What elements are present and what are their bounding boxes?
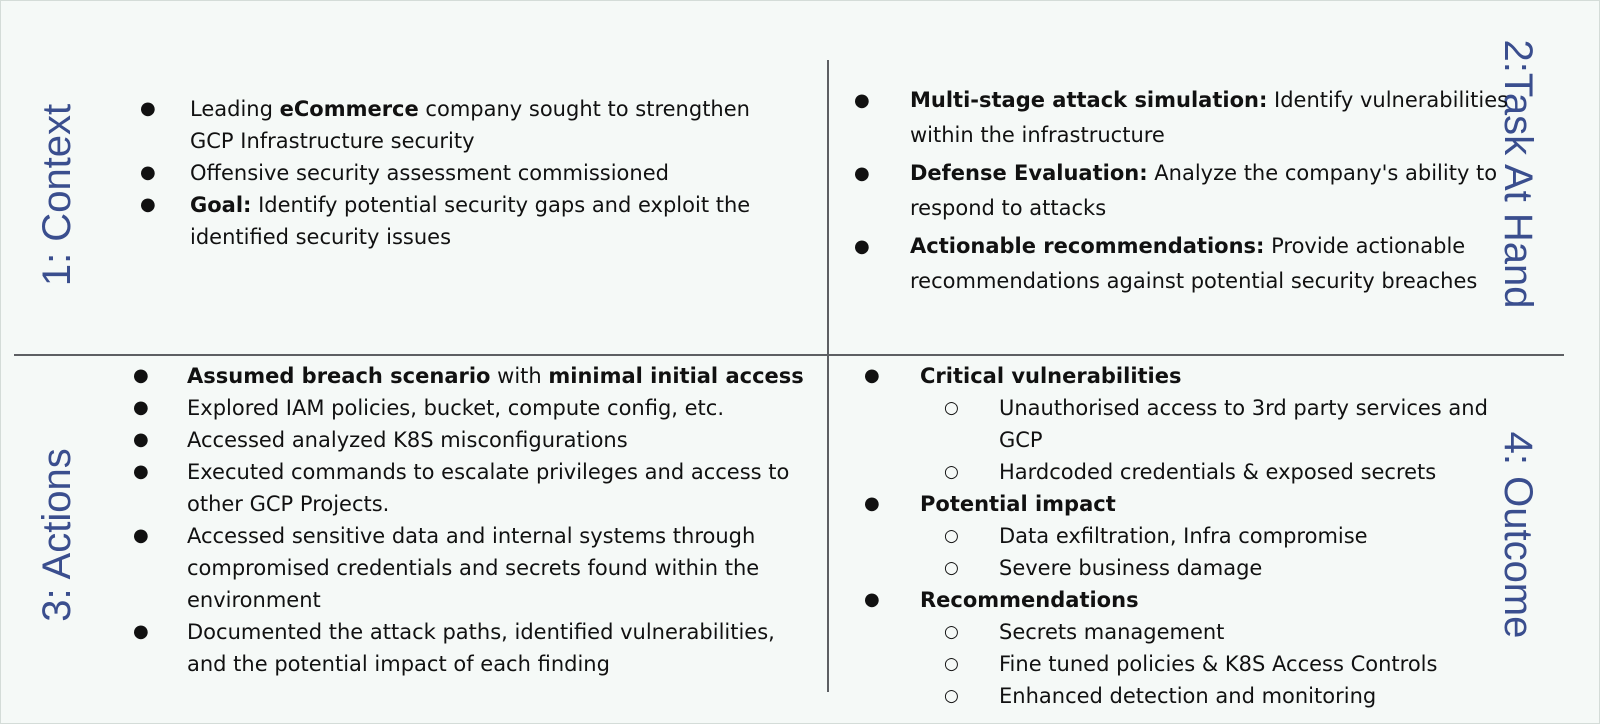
bullet-icon: ● xyxy=(854,236,870,257)
circle-bullet-icon: ○ xyxy=(944,526,959,546)
sub-list xyxy=(920,392,1520,488)
outcome-quadrant xyxy=(864,360,1520,712)
bullet-icon: ● xyxy=(133,397,149,418)
context-quadrant xyxy=(140,93,790,253)
list-item: ● Accessed sensitive data and internal systems through compromised credentials and secrets found within the environment xyxy=(187,520,812,616)
list-item: ● Executed commands to escalate privileges and access to other GCP Projects. xyxy=(187,456,812,520)
list-item: ● Accessed analyzed K8S misconfigurations xyxy=(187,424,812,456)
sub-list-item: ○ Secrets management xyxy=(999,616,1520,648)
bullet-icon: ● xyxy=(140,194,156,215)
list-item xyxy=(864,584,1520,712)
circle-bullet-icon: ○ xyxy=(944,686,959,706)
bullet-icon: ● xyxy=(864,365,880,386)
circle-bullet-icon: ○ xyxy=(944,654,959,674)
bullet-icon: ● xyxy=(864,589,880,610)
sub-list xyxy=(920,520,1520,584)
circle-bullet-icon: ○ xyxy=(944,398,959,418)
bullet-icon: ● xyxy=(140,98,156,119)
bullet-icon: ● xyxy=(854,163,870,184)
list-item xyxy=(864,360,1520,488)
actions-list xyxy=(133,360,812,680)
task-label: 2:Task At Hand xyxy=(1496,39,1540,309)
list-item: ● Explored IAM policies, bucket, compute config, etc. xyxy=(187,392,812,424)
outcome-label: 4: Outcome xyxy=(1496,431,1540,639)
sub-list-item: ○ Fine tuned policies & K8S Access Controls xyxy=(999,648,1520,680)
outcome-group-title: Potential impact xyxy=(920,492,1116,516)
list-item: ● Leading eCommerce company sought to strengthen GCP Infrastructure security xyxy=(190,93,790,157)
bullet-icon: ● xyxy=(133,365,149,386)
list-item xyxy=(864,488,1520,584)
list-item: ● Multi-stage attack simulation: Identify vulnerabilities within the infrastructure xyxy=(910,83,1530,153)
bullet-icon: ● xyxy=(864,493,880,514)
list-item: ● Defense Evaluation: Analyze the company's ability to respond to attacks xyxy=(910,156,1530,226)
sub-list-item: ○ Unauthorised access to 3rd party services and GCP xyxy=(999,392,1520,456)
bullet-icon: ● xyxy=(854,90,870,111)
list-item: ● Offensive security assessment commissioned xyxy=(190,157,790,189)
actions-quadrant xyxy=(133,360,812,680)
sub-list-item: ○ Enhanced detection and monitoring xyxy=(999,680,1520,712)
circle-bullet-icon: ○ xyxy=(944,622,959,642)
context-list xyxy=(140,93,790,253)
context-label: 1: Context xyxy=(35,103,79,287)
list-item: ● Actionable recommendations: Provide actionable recommendations against potential security breaches xyxy=(910,229,1530,299)
actions-label: 3: Actions xyxy=(35,448,79,622)
sub-list xyxy=(920,616,1520,712)
sub-list-item: ○ Severe business damage xyxy=(999,552,1520,584)
outcome-group-title: Recommendations xyxy=(920,588,1139,612)
bullet-icon: ● xyxy=(133,525,149,546)
outcome-list xyxy=(864,360,1520,712)
outcome-group-title: Critical vulnerabilities xyxy=(920,364,1182,388)
bullet-icon: ● xyxy=(133,429,149,450)
list-item: ● Goal: Identify potential security gaps and exploit the identified security issues xyxy=(190,189,790,253)
sub-list-item: ○ Data exfiltration, Infra compromise xyxy=(999,520,1520,552)
bullet-icon: ● xyxy=(133,461,149,482)
bullet-icon: ● xyxy=(140,162,156,183)
list-item: ● Assumed breach scenario with minimal initial access xyxy=(187,360,812,392)
list-item: ● Documented the attack paths, identified vulnerabilities, and the potential impact of each finding xyxy=(187,616,812,680)
horizontal-divider xyxy=(14,354,1564,356)
vertical-divider xyxy=(827,60,829,692)
circle-bullet-icon: ○ xyxy=(944,462,959,482)
circle-bullet-icon: ○ xyxy=(944,558,959,578)
bullet-icon: ● xyxy=(133,621,149,642)
sub-list-item: ○ Hardcoded credentials & exposed secrets xyxy=(999,456,1520,488)
task-quadrant xyxy=(854,83,1530,302)
task-list xyxy=(854,83,1530,299)
